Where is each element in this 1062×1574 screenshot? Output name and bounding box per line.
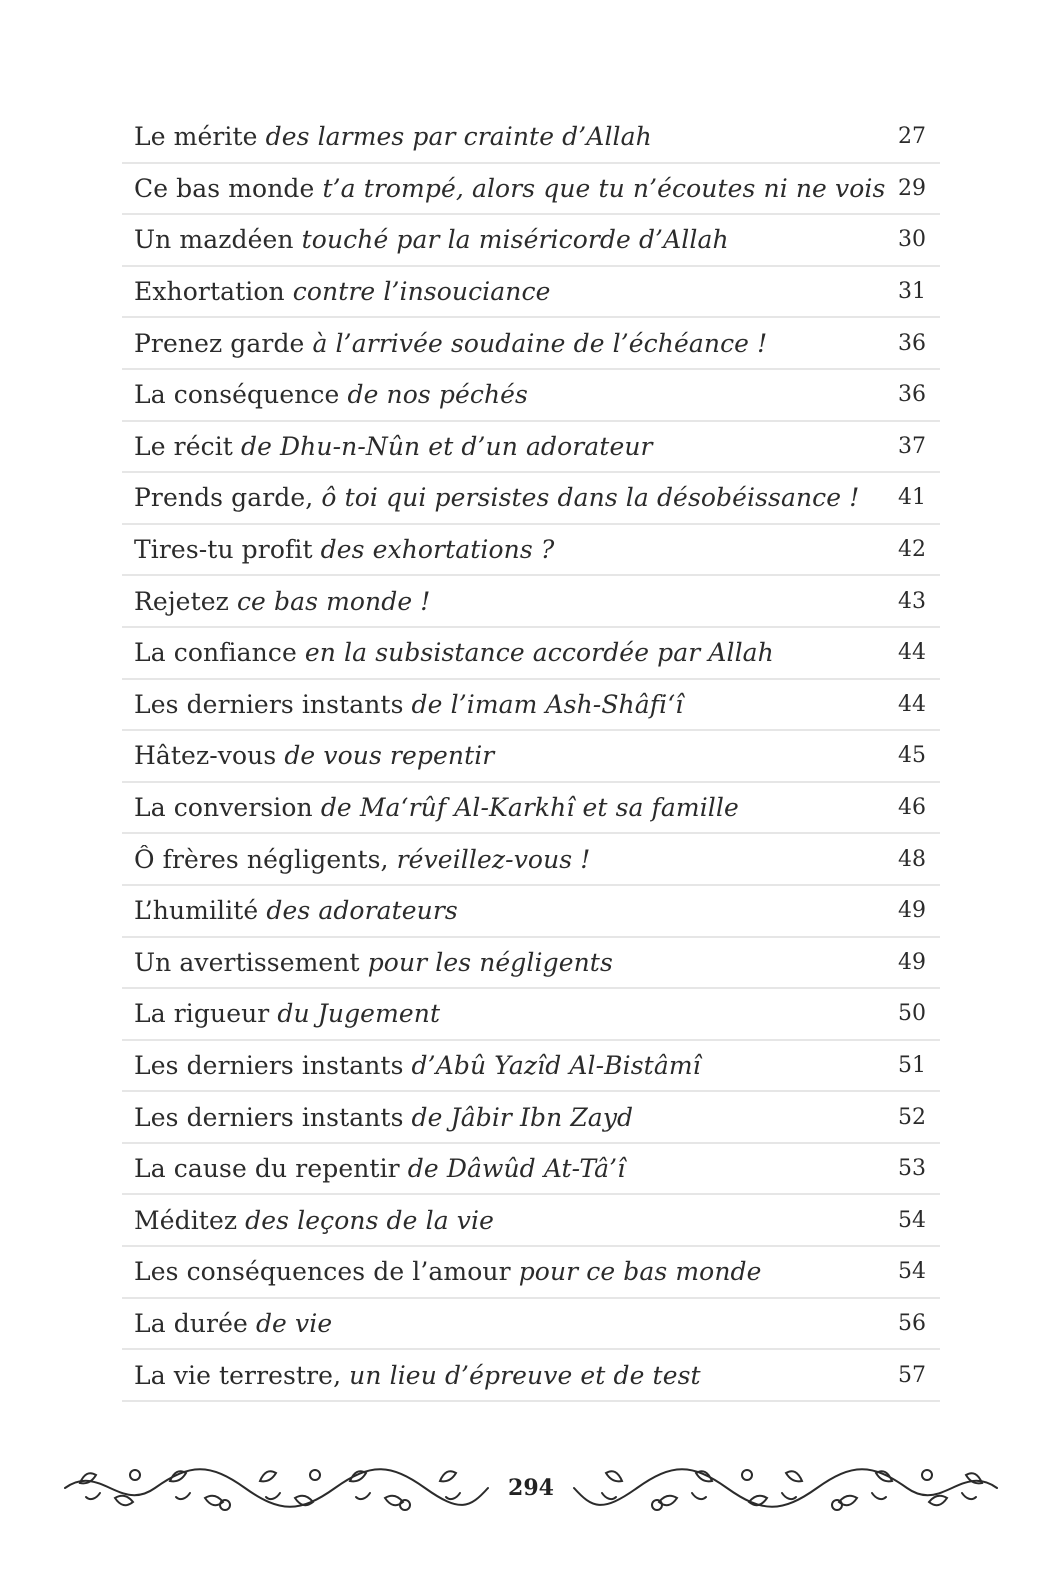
toc-entry-page-number: 54 bbox=[898, 1207, 926, 1233]
toc-entry-page-number: 50 bbox=[898, 1001, 926, 1027]
toc-entry-page-number: 49 bbox=[898, 949, 926, 975]
page-footer bbox=[60, 1448, 1002, 1528]
toc-entry-page-number: 53 bbox=[898, 1156, 926, 1182]
toc-entry-title-plain: La vie terrestre, bbox=[134, 1360, 350, 1390]
toc-entry-title-italic: de Jâbir Ibn Zayd bbox=[411, 1102, 634, 1132]
toc-entry-title-plain: Les derniers instants bbox=[134, 1102, 412, 1132]
toc-entry bbox=[122, 989, 940, 1041]
toc-entry bbox=[122, 1299, 940, 1351]
toc-entry-title-plain: Méditez bbox=[134, 1205, 246, 1235]
toc-entry bbox=[122, 1092, 940, 1144]
toc-entry-title-italic: pour ce bas monde bbox=[518, 1257, 762, 1287]
toc-entry bbox=[122, 731, 940, 783]
toc-entry-title-plain: Les derniers instants bbox=[134, 1050, 412, 1080]
toc-entry-title bbox=[134, 690, 886, 719]
toc-entry bbox=[122, 422, 940, 474]
toc-entry-page-number: 36 bbox=[898, 330, 926, 356]
toc-entry bbox=[122, 680, 940, 732]
toc-entry-title-plain: Prends garde, bbox=[134, 483, 322, 513]
toc-entry-page-number: 37 bbox=[898, 433, 926, 459]
toc-entry-title-italic: t’a trompé, alors que tu n’écoutes ni ne vois bbox=[322, 173, 886, 203]
toc-entry-page-number: 44 bbox=[898, 691, 926, 717]
toc-entry-title-plain: Le mérite bbox=[134, 122, 266, 152]
toc-entry bbox=[122, 1144, 940, 1196]
toc-entry-title bbox=[134, 1051, 886, 1080]
toc-entry bbox=[122, 886, 940, 938]
toc-entry-title-plain: La rigueur bbox=[134, 999, 278, 1029]
toc-entry-title-plain: Exhortation bbox=[134, 277, 293, 307]
toc-entry bbox=[122, 112, 940, 164]
toc-entry-page-number: 42 bbox=[898, 537, 926, 563]
toc-entry-title-italic: touché par la miséricorde d’Allah bbox=[301, 225, 729, 255]
toc-entry bbox=[122, 834, 940, 886]
toc-entry-page-number: 57 bbox=[898, 1362, 926, 1388]
page-number: 294 bbox=[508, 1475, 554, 1501]
toc-entry-title-italic: d’Abû Yazîd Al-Bistâmî bbox=[411, 1050, 701, 1080]
toc-entry bbox=[122, 1350, 940, 1402]
toc-entry-title bbox=[134, 845, 886, 874]
toc-entry-title-plain: Hâtez-vous bbox=[134, 741, 285, 771]
toc-entry bbox=[122, 215, 940, 267]
toc-entry-title bbox=[134, 483, 886, 512]
toc-entry-page-number: 49 bbox=[898, 898, 926, 924]
toc-entry-title-plain: L’humilité bbox=[134, 896, 267, 926]
toc-entry bbox=[122, 525, 940, 577]
toc-entry-title-italic: ô toi qui persistes dans la désobéissance ! bbox=[321, 483, 860, 513]
toc-entry-title bbox=[134, 174, 886, 203]
toc-entry bbox=[122, 576, 940, 628]
toc-entry-title-italic: un lieu d’épreuve et de test bbox=[349, 1360, 701, 1390]
toc-entry bbox=[122, 164, 940, 216]
toc-entry-title-italic: ce bas monde ! bbox=[236, 586, 431, 616]
toc-entry-title bbox=[134, 638, 886, 667]
toc-entry bbox=[122, 473, 940, 525]
toc-entry-page-number: 36 bbox=[898, 382, 926, 408]
toc-entry-title-italic: de l’imam Ash-Shâfi‘î bbox=[411, 689, 684, 719]
toc-entry-title bbox=[134, 999, 886, 1028]
toc-entry-title-plain: Ce bas monde bbox=[134, 173, 323, 203]
toc-entry bbox=[122, 628, 940, 680]
toc-entry-title-italic: des leçons de la vie bbox=[245, 1205, 494, 1235]
toc-entry-title-italic: des exhortations ? bbox=[320, 535, 555, 565]
toc-entry-page-number: 44 bbox=[898, 640, 926, 666]
toc-entry-page-number: 48 bbox=[898, 846, 926, 872]
toc-entry-title bbox=[134, 329, 886, 358]
toc-entry-page-number: 29 bbox=[898, 175, 926, 201]
toc-entry-page-number: 30 bbox=[898, 227, 926, 253]
toc-entry bbox=[122, 783, 940, 835]
toc-entry-title bbox=[134, 432, 886, 461]
floral-vine-icon bbox=[572, 1453, 1002, 1523]
toc-entry-title-italic: à l’arrivée soudaine de l’échéance ! bbox=[312, 328, 768, 358]
toc-entry bbox=[122, 1247, 940, 1299]
toc-entry-page-number: 54 bbox=[898, 1259, 926, 1285]
floral-vine-icon bbox=[60, 1453, 490, 1523]
toc-entry-title bbox=[134, 896, 886, 925]
toc-entry-page-number: 51 bbox=[898, 1052, 926, 1078]
toc-entry-title-italic: du Jugement bbox=[277, 999, 441, 1029]
toc-entry-title-plain: Un avertissement bbox=[134, 947, 368, 977]
toc-entry-page-number: 46 bbox=[898, 795, 926, 821]
toc-entry-title bbox=[134, 535, 886, 564]
toc-entry-page-number: 31 bbox=[898, 279, 926, 305]
toc-entry-page-number: 27 bbox=[898, 124, 926, 150]
toc-entry bbox=[122, 370, 940, 422]
toc-entry-title bbox=[134, 948, 886, 977]
toc-entry-title-plain: Le récit bbox=[134, 431, 241, 461]
toc-entry-title bbox=[134, 380, 886, 409]
toc-entry-title-plain: Les derniers instants bbox=[134, 689, 412, 719]
toc-entry-title-italic: de vie bbox=[255, 1308, 333, 1338]
toc-entry-title bbox=[134, 741, 886, 770]
toc-entry-title bbox=[134, 1154, 886, 1183]
toc-entry-page-number: 41 bbox=[898, 485, 926, 511]
toc-entry-title-plain: La conversion bbox=[134, 793, 321, 823]
toc-entry-title-italic: de Dhu-n-Nûn et d’un adorateur bbox=[240, 431, 653, 461]
toc-entry-title bbox=[134, 122, 886, 151]
toc-entry-title-plain: Rejetez bbox=[134, 586, 237, 616]
toc-entry-title bbox=[134, 1309, 886, 1338]
toc-entry-page-number: 43 bbox=[898, 588, 926, 614]
toc-entry-title-plain: Un mazdéen bbox=[134, 225, 302, 255]
toc-entry bbox=[122, 267, 940, 319]
toc-entry-title-plain: Tires-tu profit bbox=[134, 535, 321, 565]
toc-entry-title-italic: de Dâwûd At-Tâ’î bbox=[407, 1154, 626, 1184]
toc-entry-title-italic: des larmes par crainte d’Allah bbox=[265, 122, 652, 152]
toc-entry-title-italic: de Ma‘rûf Al-Karkhî et sa famille bbox=[320, 793, 739, 823]
toc-entry bbox=[122, 1041, 940, 1093]
toc-entry-title bbox=[134, 1257, 886, 1286]
toc-entry-title-plain: Prenez garde bbox=[134, 328, 313, 358]
toc-entry bbox=[122, 1195, 940, 1247]
toc-entry-title bbox=[134, 1361, 886, 1390]
toc-entry-title-italic: de nos péchés bbox=[347, 380, 528, 410]
toc-entry-title-italic: pour les négligents bbox=[367, 947, 613, 977]
toc-entry-title-plain: La confiance bbox=[134, 638, 305, 668]
toc-entry-title bbox=[134, 277, 886, 306]
table-of-contents bbox=[122, 112, 940, 1402]
toc-entry-title bbox=[134, 1206, 886, 1235]
toc-entry-title-plain: La cause du repentir bbox=[134, 1154, 408, 1184]
toc-entry-title bbox=[134, 587, 886, 616]
toc-entry bbox=[122, 318, 940, 370]
toc-entry-page-number: 45 bbox=[898, 743, 926, 769]
toc-entry-title-italic: réveillez-vous ! bbox=[396, 844, 591, 874]
toc-entry-title-italic: des adorateurs bbox=[266, 896, 458, 926]
toc-entry-page-number: 52 bbox=[898, 1104, 926, 1130]
toc-entry bbox=[122, 938, 940, 990]
toc-entry-title bbox=[134, 793, 886, 822]
toc-entry-title-italic: en la subsistance accordée par Allah bbox=[304, 638, 774, 668]
toc-entry-title-italic: contre l’insouciance bbox=[292, 277, 551, 307]
toc-entry-title-plain: Les conséquences de l’amour bbox=[134, 1257, 519, 1287]
toc-entry-page-number: 56 bbox=[898, 1310, 926, 1336]
toc-entry-title-plain: Ô frères négligents, bbox=[134, 844, 397, 874]
toc-entry-title bbox=[134, 1103, 886, 1132]
toc-entry-title-plain: La durée bbox=[134, 1308, 256, 1338]
toc-entry-title bbox=[134, 225, 886, 254]
toc-entry-title-italic: de vous repentir bbox=[284, 741, 495, 771]
toc-entry-title-plain: La conséquence bbox=[134, 380, 348, 410]
